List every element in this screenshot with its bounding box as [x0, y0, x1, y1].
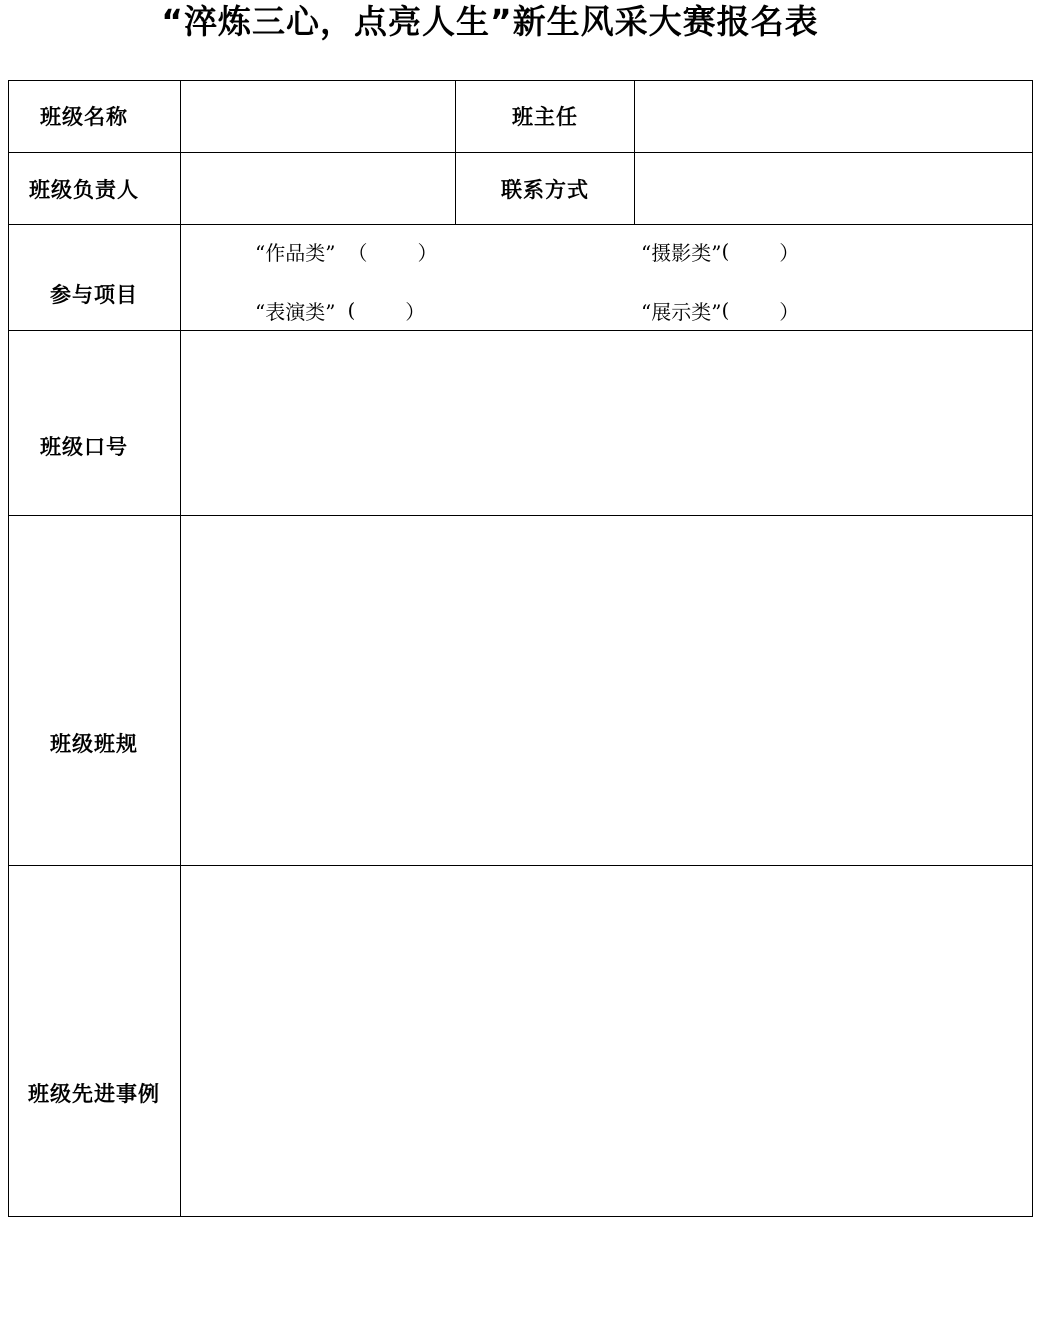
- option-photography-name: “摄影类”: [641, 240, 722, 265]
- option-performance-close-paren: ）: [405, 299, 426, 324]
- rules-label: 班级班规: [50, 732, 138, 756]
- class-name-field[interactable]: [181, 81, 455, 152]
- option-display[interactable]: [641, 296, 799, 324]
- option-display-close-paren: ）: [779, 299, 800, 324]
- option-photography-open-paren: (: [721, 239, 730, 263]
- class-leader-label: 班级负责人: [29, 178, 139, 202]
- option-performance-name: “表演类”: [255, 299, 336, 324]
- option-photography-close-paren: ）: [779, 240, 800, 265]
- head-teacher-label: 班主任: [512, 105, 578, 129]
- class-leader-field[interactable]: [181, 153, 455, 224]
- contact-field[interactable]: [635, 153, 1032, 224]
- option-display-open-paren: (: [721, 298, 730, 322]
- form-title: “淬炼三心，点亮人生”新生风采大赛报名表: [161, 2, 819, 41]
- deeds-label: 班级先进事例: [28, 1082, 160, 1106]
- option-display-name: “展示类”: [641, 299, 722, 324]
- option-performance[interactable]: [255, 296, 425, 324]
- deeds-field[interactable]: [181, 866, 1032, 1216]
- option-works-close-paren: ）: [417, 240, 438, 265]
- table-border-right: [1032, 80, 1033, 1217]
- slogan-label: 班级口号: [40, 435, 128, 459]
- class-name-label: 班级名称: [40, 105, 128, 129]
- head-teacher-field[interactable]: [635, 81, 1032, 152]
- option-works[interactable]: [255, 237, 437, 265]
- participation-label: 参与项目: [50, 283, 138, 307]
- slogan-field[interactable]: [181, 331, 1032, 515]
- option-works-name: “作品类”: [255, 240, 336, 265]
- option-performance-open-paren: (: [347, 298, 356, 322]
- contact-label: 联系方式: [501, 178, 589, 202]
- rules-field[interactable]: [181, 516, 1032, 865]
- option-works-open-paren: （: [347, 240, 368, 265]
- option-photography[interactable]: [641, 237, 799, 265]
